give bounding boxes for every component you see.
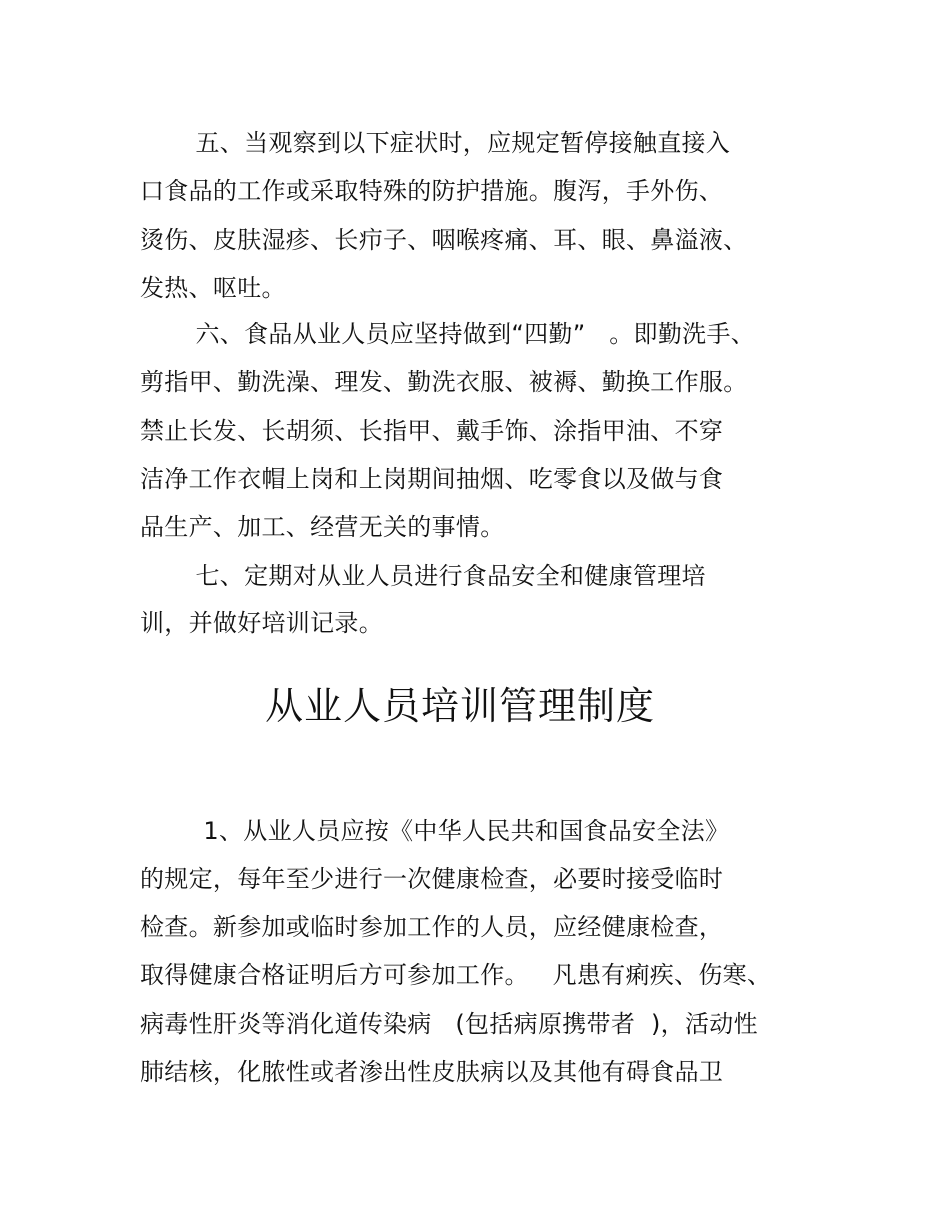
item-1-line-1: 1、从业人员应按《中华人民共和国食品安全法》 (140, 817, 730, 845)
paragraph-7-line-1: 七、定期对从业人员进行食品安全和健康管理培 (140, 562, 706, 590)
paragraph-5-line-3: 烫伤、皮肤湿疹、长疖子、咽喉疼痛、耳、眼、鼻溢液、 (140, 226, 748, 254)
item-1-line-2: 的规定，每年至少进行一次健康检查，必要时接受临时 (140, 865, 724, 893)
paragraph-6-line-3: 禁止长发、长胡须、长指甲、戴手饰、涂指甲油、不穿 (140, 417, 724, 445)
paragraph-6-line-2: 剪指甲、勤洗澡、理发、勤洗衣服、被褥、勤换工作服。 (140, 368, 748, 396)
item-1-line-3: 检查。新参加或临时参加工作的人员，应经健康检查， (140, 913, 724, 941)
paragraph-6-line-1: 六、食品从业人员应坚持做到“四勤” 。即勤洗手、 (140, 320, 756, 348)
paragraph-5-line-1: 五、当观察到以下症状时，应规定暂停接触直接入 (140, 129, 731, 157)
paragraph-5-line-2: 口食品的工作或采取特殊的防护措施。腹泻，手外伤、 (140, 177, 724, 205)
paragraph-5-line-4: 发热、呕吐。 (140, 274, 286, 302)
paragraph-6-line-4: 洁净工作衣帽上岗和上岗期间抽烟、吃零食以及做与食 (140, 465, 724, 493)
section-heading: 从业人员培训管理制度 (264, 684, 655, 728)
paragraph-7-line-2: 训，并做好培训记录。 (140, 609, 383, 637)
item-1-line-5: 病毒性肝炎等消化道传染病 (包括病原携带者 )，活动性 (140, 1010, 758, 1038)
item-1-line-4: 取得健康合格证明后方可参加工作。 凡患有痢疾、伤寒、 (140, 961, 772, 989)
paragraph-6-line-5: 品生产、加工、经营无关的事情。 (140, 513, 505, 541)
item-1-line-6: 肺结核，化脓性或者渗出性皮肤病以及其他有碍食品卫 (140, 1058, 724, 1086)
